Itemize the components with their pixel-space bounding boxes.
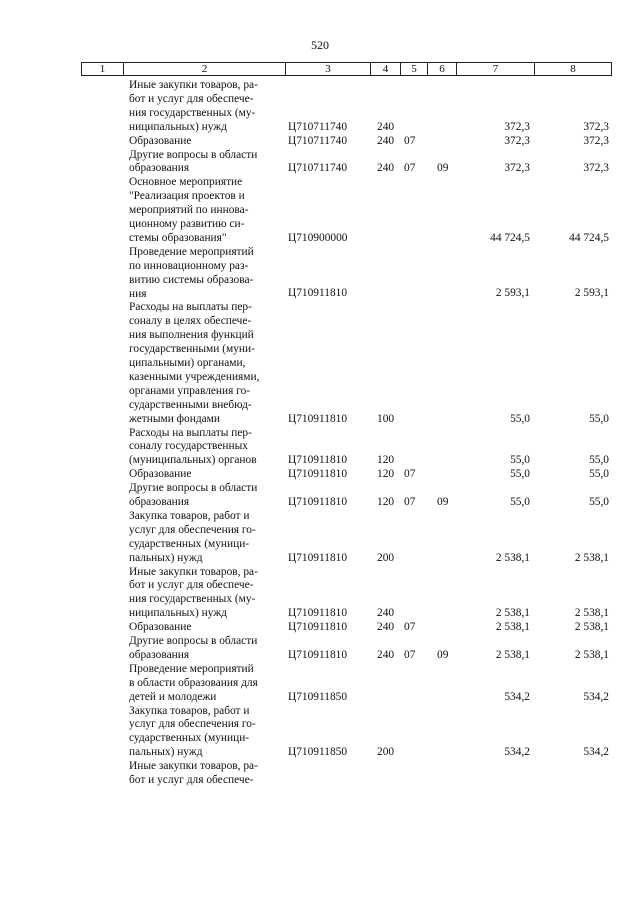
row-col-5: 07: [404, 134, 416, 147]
row-col-8: 372,3: [583, 162, 609, 175]
table-header: [81, 62, 612, 76]
row-name: [129, 566, 279, 622]
row-name-line: Расходы на выплаты пер-: [129, 426, 252, 439]
row-name-line: сударственных (муници-: [129, 537, 250, 550]
row-col-7: 2 538,1: [495, 648, 530, 661]
row-name-line: услуг для обеспечения го-: [129, 718, 256, 731]
row-code: Ц710911810: [288, 412, 348, 425]
row-name-line: Образование: [129, 134, 192, 147]
row-name-line: бот и услуг для обеспече-: [129, 92, 254, 105]
row-name-line: бот и услуг для обеспече-: [129, 579, 254, 592]
row-col-8: 534,2: [583, 746, 609, 759]
row-name-line: стемы образования": [129, 231, 227, 244]
row-col-7: 2 538,1: [495, 551, 530, 564]
row-name-line: Иные закупки товаров, ра-: [129, 565, 258, 578]
row-col-7: 534,2: [504, 746, 530, 759]
row-name-line: Другие вопросы в области: [129, 482, 258, 495]
row-name-line: Закупка товаров, работ и: [129, 509, 250, 522]
row-code: Ц710911810: [288, 468, 348, 481]
row-col-4: 200: [377, 746, 395, 759]
row-name-line: Расходы на выплаты пер-: [129, 301, 252, 314]
row-col-7: 55,0: [510, 468, 530, 481]
row-name-line: соналу в целях обеспече-: [129, 315, 252, 328]
row-name: [129, 149, 279, 177]
row-name: [129, 246, 279, 302]
row-code: Ц710711740: [288, 120, 348, 133]
row-col-4: 240: [377, 162, 395, 175]
row-col-7: 44 724,5: [490, 231, 530, 244]
row-code: Ц710911810: [288, 287, 348, 300]
row-col-8: 44 724,5: [569, 231, 609, 244]
row-name: [129, 635, 279, 663]
row-col-4: 120: [377, 454, 395, 467]
row-name: [129, 621, 279, 635]
row-name: [129, 482, 279, 510]
header-col-8: 8: [534, 63, 611, 75]
header-col-5: 5: [400, 63, 427, 75]
header-col-7: 7: [456, 63, 534, 75]
row-name-line: ципальными) органами,: [129, 357, 246, 370]
header-col-3: 3: [285, 63, 370, 75]
row-col-6: 09: [437, 162, 449, 175]
row-name-line: государственными (муни-: [129, 343, 255, 356]
row-col-8: 372,3: [583, 120, 609, 133]
row-name-line: бот и услуг для обеспече-: [129, 774, 254, 786]
row-name-line: Основное мероприятие: [129, 176, 243, 189]
row-code: Ц710711740: [288, 162, 348, 175]
row-col-8: 55,0: [589, 495, 609, 508]
row-col-7: 2 538,1: [495, 621, 530, 634]
row-name-line: Закупка товаров, работ и: [129, 704, 250, 717]
row-name-line: Иные закупки товаров, ра-: [129, 79, 258, 91]
header-col-1: 1: [99, 63, 106, 75]
row-col-5: 07: [404, 648, 416, 661]
row-col-4: 120: [377, 468, 395, 481]
row-code: Ц710711740: [288, 134, 348, 147]
row-code: Ц710911810: [288, 621, 348, 634]
row-name-line: Иные закупки товаров, ра-: [129, 760, 258, 773]
row-col-7: 55,0: [510, 412, 530, 425]
row-code: Ц710911810: [288, 551, 348, 564]
header-col-6: 6: [427, 63, 456, 75]
row-col-5: 07: [404, 495, 416, 508]
row-col-8: 2 538,1: [574, 621, 609, 634]
row-col-4: 200: [377, 551, 395, 564]
row-col-8: 55,0: [589, 412, 609, 425]
row-col-8: 2 538,1: [574, 648, 609, 661]
row-name-line: в области образования для: [129, 676, 258, 689]
row-col-7: 372,3: [504, 162, 530, 175]
row-col-8: 2 538,1: [574, 551, 609, 564]
row-col-6: 09: [437, 495, 449, 508]
row-name-line: мероприятий по иннова-: [129, 204, 249, 217]
row-col-7: 372,3: [504, 134, 530, 147]
row-col-7: 55,0: [510, 454, 530, 467]
row-name-line: сударственными внебюд-: [129, 398, 252, 411]
row-col-4: 240: [377, 120, 395, 133]
row-name: [129, 176, 279, 246]
row-name: [129, 663, 279, 705]
row-name-line: ниципальных) нужд: [129, 607, 227, 620]
row-name-line: казенными учреждениями,: [129, 370, 260, 383]
row-col-4: 240: [377, 607, 395, 620]
row-name-line: услуг для обеспечения го-: [129, 523, 256, 536]
row-name-line: ния: [129, 287, 147, 300]
row-code: Ц710911810: [288, 454, 348, 467]
row-name-line: ния государственных (му-: [129, 106, 256, 119]
row-name-line: ния государственных (му-: [129, 593, 256, 606]
row-name-line: пальных) нужд: [129, 551, 203, 564]
row-col-8: 2 538,1: [574, 607, 609, 620]
row-code: Ц710911850: [288, 746, 348, 759]
row-col-8: 534,2: [583, 690, 609, 703]
row-name-line: ционному развитию си-: [129, 218, 245, 231]
row-code: Ц710911810: [288, 648, 348, 661]
row-col-4: 240: [377, 621, 395, 634]
row-code: Ц710911810: [288, 495, 348, 508]
row-col-4: 120: [377, 495, 395, 508]
row-name: [129, 135, 279, 149]
row-name-line: Проведение мероприятий: [129, 662, 254, 675]
row-name-line: по инновационному раз-: [129, 259, 249, 272]
row-name-line: "Реализация проектов и: [129, 190, 245, 203]
row-name-line: ниципальных) нужд: [129, 120, 227, 133]
row-col-4: 240: [377, 648, 395, 661]
row-name: [129, 705, 279, 761]
row-code: Ц710911810: [288, 607, 348, 620]
row-code: Ц710900000: [288, 231, 348, 244]
row-name-line: образования: [129, 162, 190, 175]
row-col-7: 372,3: [504, 120, 530, 133]
row-name-line: витию системы образова-: [129, 273, 254, 286]
row-col-5: 07: [404, 162, 416, 175]
row-name-line: Проведение мероприятий: [129, 245, 254, 258]
row-col-7: 534,2: [504, 690, 530, 703]
row-name-line: ния выполнения функций: [129, 329, 254, 342]
row-name-line: Образование: [129, 621, 192, 634]
row-name: [129, 510, 279, 566]
row-name-line: (муниципальных) органов: [129, 454, 257, 467]
row-col-8: 372,3: [583, 134, 609, 147]
row-name: [129, 301, 279, 426]
row-name-line: Другие вопросы в области: [129, 148, 258, 161]
row-name-line: сударственных (муници-: [129, 732, 250, 745]
row-code: Ц710911850: [288, 690, 348, 703]
row-col-5: 07: [404, 621, 416, 634]
row-name-line: жетными фондами: [129, 412, 220, 425]
row-col-4: 100: [377, 412, 395, 425]
row-name: [129, 760, 279, 788]
row-col-8: 55,0: [589, 468, 609, 481]
header-col-4: 4: [370, 63, 400, 75]
row-col-8: 2 593,1: [574, 287, 609, 300]
row-name-line: соналу государственных: [129, 440, 248, 453]
row-name-line: образования: [129, 648, 190, 661]
row-col-6: 09: [437, 648, 449, 661]
row-col-7: 2 593,1: [495, 287, 530, 300]
row-col-5: 07: [404, 468, 416, 481]
row-name: [129, 427, 279, 469]
row-name-line: образования: [129, 496, 190, 508]
row-name-line: органами управления го-: [129, 384, 251, 397]
row-name-line: пальных) нужд: [129, 746, 203, 759]
row-name-line: детей и молодежи: [129, 690, 217, 703]
row-name: [129, 79, 279, 135]
row-name: [129, 468, 279, 482]
row-col-7: 2 538,1: [495, 607, 530, 620]
row-name-line: Другие вопросы в области: [129, 635, 258, 647]
header-col-2: 2: [123, 63, 285, 75]
page-number: 520: [311, 38, 329, 52]
row-col-8: 55,0: [589, 454, 609, 467]
row-col-7: 55,0: [510, 495, 530, 508]
row-col-4: 240: [377, 134, 395, 147]
row-name-line: Образование: [129, 468, 192, 481]
